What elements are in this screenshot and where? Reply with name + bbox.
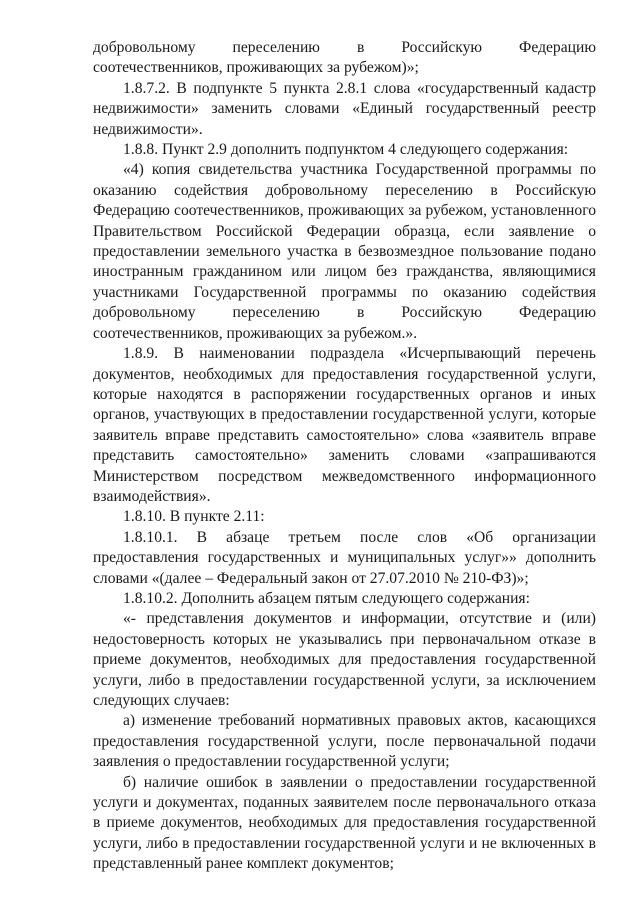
paragraph-1-8-10: 1.8.10. В пункте 2.11: [123,508,265,526]
paragraph-1-8-9: 1.8.9. В наименовании подраздела «Исчерпывающий перечень документов, необходимых для предоставления государственной услуги, которые находятся в распоряжении государственных органов и иных органов, участвующих в предоставлении государственной услуги, которые заявитель вправе представить самостоятельно» слова «заявитель вправе представить самостоятельно» заменить словами «запрашиваются Министерством посредством межведомственного информационного взаимодействия». [93,345,596,505]
paragraph-subitem-4: «4) копия свидетельства участника Государственной программы по оказанию содействия добровольному переселению в Российскую Федерацию соотечественников, проживающих за рубежом, установленного Правительством Российской Федерации образца, если заявление о предоставлении земельного участка в безвозмездное пользование подано иностранным гражданином или лицом без гражданства, являющимися участниками Государственной программы по оказанию содействия добровольному переселению в Российскую Федерацию соотечественников, проживающих за рубежом.». [93,161,596,342]
paragraph-item-b: б) наличие ошибок в заявлении о предоставлении государственной услуги и документах, поданных заявителем после первоначального отказа в приеме документов, необходимых для предоставления государственной услуги, либо в предоставлении государственной услуги и не включенных в представленный ранее комплект документов; [93,773,596,873]
paragraph-1-8-7-2: 1.8.7.2. В подпункте 5 пункта 2.8.1 слова «государственный кадастр недвижимости» заменить словами «Единый государственный реестр недвижимости». [93,79,596,138]
paragraph-1-8-10-2: 1.8.10.2. Дополнить абзацем пятым следующего содержания: [123,589,530,607]
paragraph-1-8-10-1: 1.8.10.1. В абзаце третьем после слов «Об организации предоставления государственных и муниципальных услуг»» дополнить словами «(далее – Федеральный закон от 27.07.2010 № 210-ФЗ)»; [93,528,596,587]
paragraph-1-8-8: 1.8.8. Пункт 2.9 дополнить подпунктом 4 следующего содержания: [123,141,569,159]
paragraph-continuation: добровольному переселению в Российскую Федерацию соотечественников, проживающих за рубежом)»; [93,39,596,77]
document-body [93,38,596,875]
paragraph-new-item: «- представления документов и информации, отсутствие и (или) недостоверность которых не указывались при первоначальном отказе в приеме документов, необходимых для предоставления государственной услуги, либо в предоставлении государственной услуги, за исключением следующих случаев: [93,610,596,709]
paragraph-item-a: а) изменение требований нормативных правовых актов, касающихся предоставления государственной услуги, после первоначальной подачи заявления о предоставлении государственной услуги; [93,712,596,771]
